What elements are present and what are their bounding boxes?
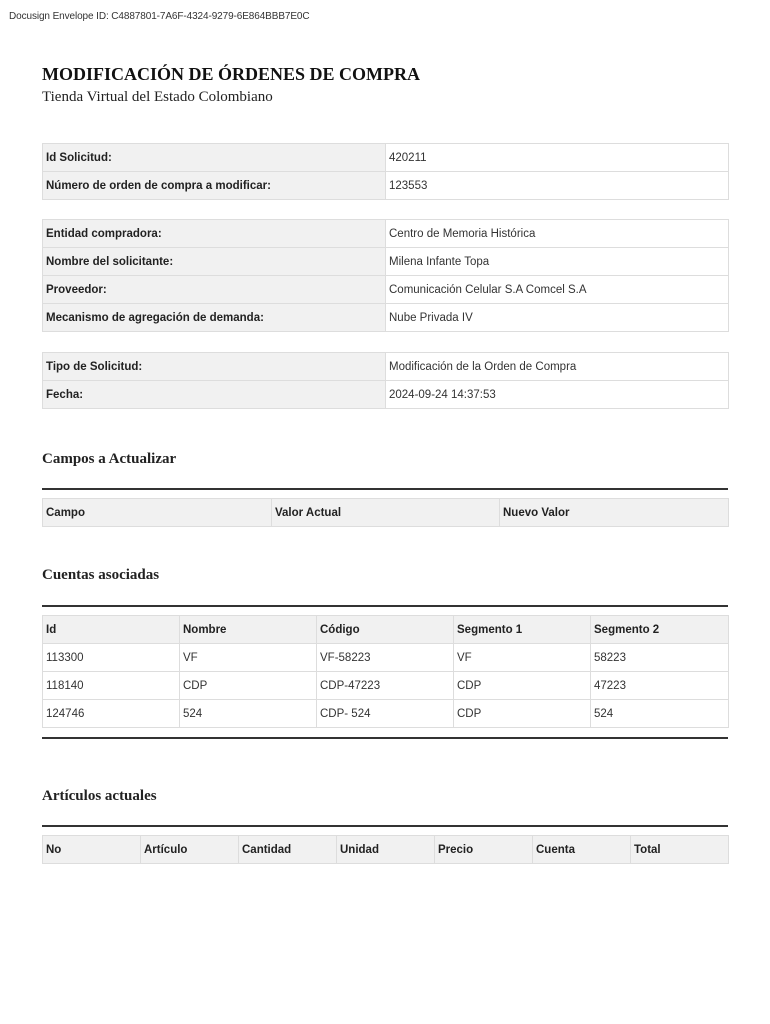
table-row [43, 381, 729, 409]
articulos-section-title: Artículos actuales [42, 788, 157, 804]
column-header: Unidad [337, 836, 435, 864]
table-cell: CDP- 524 [317, 700, 454, 728]
table-row [43, 672, 729, 700]
column-header: Cantidad [239, 836, 337, 864]
table-row [43, 144, 729, 172]
column-header: Cuenta [533, 836, 631, 864]
fecha-value: 2024-09-24 14:37:53 [386, 381, 729, 409]
campos-section-title: Campos a Actualizar [42, 451, 177, 467]
section-divider [42, 737, 728, 739]
table-header-row [43, 499, 729, 527]
proveedor-label: Proveedor: [43, 276, 386, 304]
page-subtitle: Tienda Virtual del Estado Colombiano [42, 89, 273, 105]
id-solicitud-value: 420211 [386, 144, 729, 172]
table-row [43, 644, 729, 672]
envelope-id: Docusign Envelope ID: C4887801-7A6F-4324-9279-6E864BBB7E0C [9, 11, 310, 22]
table-cell: 124746 [43, 700, 180, 728]
entidad-label: Entidad compradora: [43, 220, 386, 248]
tipo-table [42, 352, 729, 409]
column-header: Total [631, 836, 729, 864]
table-cell: CDP [454, 672, 591, 700]
section-divider [42, 488, 728, 490]
mecanismo-value: Nube Privada IV [386, 304, 729, 332]
table-row [43, 220, 729, 248]
campos-table [42, 498, 729, 527]
orden-compra-value: 123553 [386, 172, 729, 200]
column-header: Nuevo Valor [500, 499, 729, 527]
fecha-label: Fecha: [43, 381, 386, 409]
table-cell: 113300 [43, 644, 180, 672]
table-header-row [43, 836, 729, 864]
proveedor-value: Comunicación Celular S.A Comcel S.A [386, 276, 729, 304]
page-title: MODIFICACIÓN DE ÓRDENES DE COMPRA [42, 64, 421, 84]
cuentas-table [42, 615, 729, 728]
entidad-value: Centro de Memoria Histórica [386, 220, 729, 248]
table-header-row [43, 616, 729, 644]
table-cell: 58223 [591, 644, 729, 672]
column-header: Segmento 2 [591, 616, 729, 644]
table-cell: CDP [454, 700, 591, 728]
entidad-table [42, 219, 729, 332]
tipo-solicitud-label: Tipo de Solicitud: [43, 353, 386, 381]
table-cell: 524 [180, 700, 317, 728]
column-header: Código [317, 616, 454, 644]
orden-compra-label: Número de orden de compra a modificar: [43, 172, 386, 200]
solicitud-table [42, 143, 729, 200]
column-header: Campo [43, 499, 272, 527]
table-cell: 118140 [43, 672, 180, 700]
table-cell: 47223 [591, 672, 729, 700]
table-cell: VF [180, 644, 317, 672]
section-divider [42, 605, 728, 607]
column-header: Segmento 1 [454, 616, 591, 644]
column-header: Precio [435, 836, 533, 864]
table-row [43, 248, 729, 276]
table-row [43, 353, 729, 381]
column-header: Artículo [141, 836, 239, 864]
table-row [43, 304, 729, 332]
tipo-solicitud-value: Modificación de la Orden de Compra [386, 353, 729, 381]
table-cell: 524 [591, 700, 729, 728]
mecanismo-label: Mecanismo de agregación de demanda: [43, 304, 386, 332]
table-cell: CDP-47223 [317, 672, 454, 700]
section-divider [42, 825, 728, 827]
solicitante-label: Nombre del solicitante: [43, 248, 386, 276]
table-cell: CDP [180, 672, 317, 700]
column-header: Valor Actual [272, 499, 500, 527]
cuentas-section-title: Cuentas asociadas [42, 567, 160, 583]
table-row [43, 700, 729, 728]
table-row [43, 172, 729, 200]
articulos-table [42, 835, 729, 864]
table-cell: VF-58223 [317, 644, 454, 672]
id-solicitud-label: Id Solicitud: [43, 144, 386, 172]
column-header: Nombre [180, 616, 317, 644]
column-header: No [43, 836, 141, 864]
column-header: Id [43, 616, 180, 644]
table-row [43, 276, 729, 304]
table-cell: VF [454, 644, 591, 672]
solicitante-value: Milena Infante Topa [386, 248, 729, 276]
